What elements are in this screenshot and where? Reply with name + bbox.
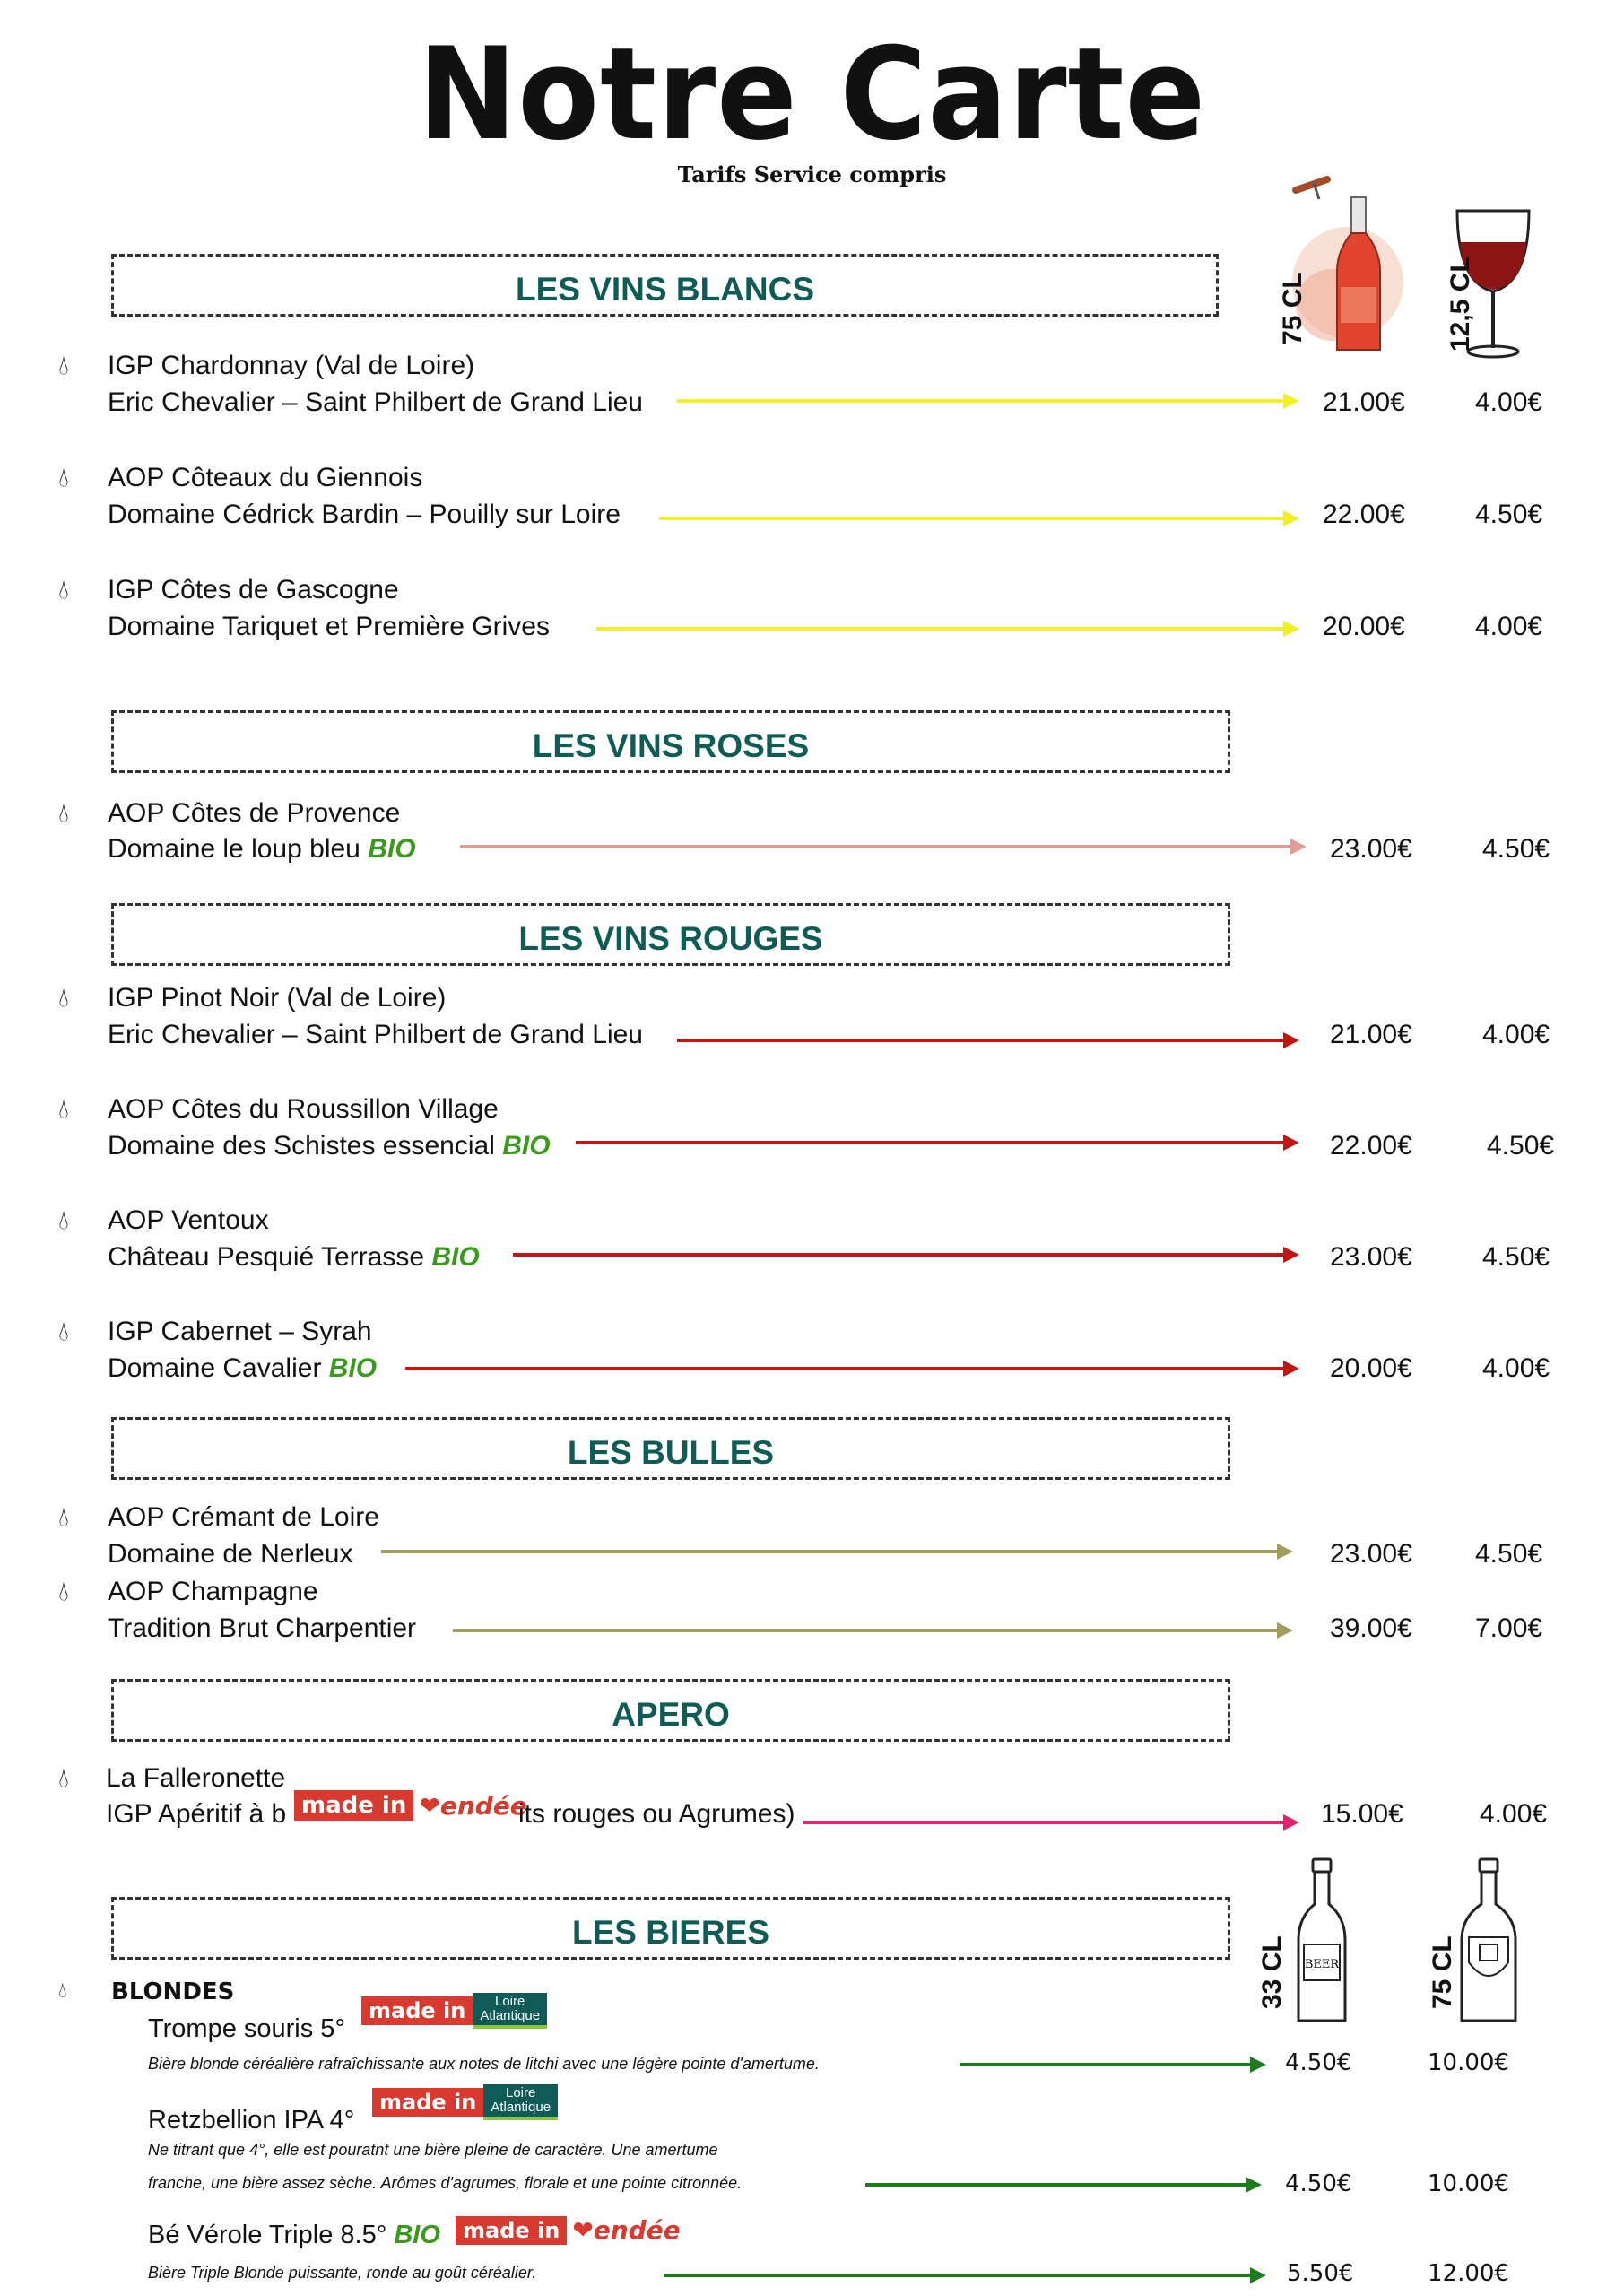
made-in-label: made in [456,2216,567,2245]
bottle-price: 39.00€ [1330,1613,1412,1643]
made-in-label: made in [361,1996,473,2025]
section-vins-blancs [111,254,1219,317]
beer-bottle-large-icon [1453,1855,1524,2030]
bottle-price: 23.00€ [1330,834,1412,864]
beer-name: Trompe souris 5° [148,2014,346,2043]
wine-producer: Domaine le loup bleu BIO [108,834,416,864]
beer-description: franche, une bière assez sèche. Arômes d'agrumes, florale et une pointe citronnée. [148,2174,743,2192]
made-in-vendee-badge [294,1790,527,1821]
drop-icon: 💧︎ [58,1502,69,1532]
drop-icon: 💧︎ [58,1094,69,1124]
bio-label: BIO [502,1131,551,1161]
drop-icon: 💧︎ [58,798,69,828]
wine-producer: Château Pesquié Terrasse BIO [108,1242,480,1272]
wine-producer: Domaine des Schistes essencial BIO [108,1131,551,1161]
glass-price: 4.50€ [1475,500,1543,529]
beer-small-volume-label: 33 CL [1257,1935,1287,2009]
wine-producer: Eric Chevalier – Saint Philbert de Grand Lieu [108,387,643,417]
wine-producer: Domaine de Nerleux [108,1539,353,1569]
beer-small-price: 4.50€ [1285,2049,1352,2076]
section-title: LES VINS ROSES [532,727,810,764]
page-title: Notre Carte [417,21,1207,169]
bottle-price: 22.00€ [1323,500,1405,529]
page-subtitle: Tarifs Service compris [677,161,947,187]
bottle-price: 23.00€ [1330,1242,1412,1272]
section-vins-rouges [111,903,1230,966]
drop-icon: 💧︎ [58,1205,69,1235]
glass-price: 4.50€ [1482,1242,1550,1272]
made-in-loire-atlantique-badge [372,2084,558,2120]
made-in-label: made in [294,1790,413,1821]
wine-name: AOP Côtes de Provence [108,798,401,828]
drop-icon: 💧︎ [58,351,69,380]
svg-text:BEER: BEER [1304,1958,1340,1971]
beer-large-price: 10.00€ [1428,2049,1509,2076]
beer-large-volume-label: 75 CL [1428,1935,1457,2009]
made-in-vendee-badge [456,2215,681,2245]
glass-price: 7.00€ [1475,1613,1543,1643]
wine-name: IGP Côtes de Gascogne [108,575,399,604]
apero-name: La Falleronette [106,1763,286,1793]
bottle-price: 21.00€ [1323,387,1405,417]
wine-name: AOP Ventoux [108,1205,269,1235]
bottle-volume-label: 75 CL [1278,272,1307,345]
glass-price: 4.50€ [1482,834,1550,864]
bottle-price: 20.00€ [1330,1353,1412,1383]
glass-price: 4.50€ [1475,1539,1543,1569]
bottle-price: 23.00€ [1330,1539,1412,1569]
glass-price: 4.50€ [1487,1131,1555,1161]
vendee-label: endée [593,2215,681,2245]
wine-name: AOP Champagne [108,1577,318,1606]
bottle-price: 15.00€ [1321,1799,1403,1829]
vendee-heart-icon: ❤︎ [419,1790,440,1821]
wine-name: AOP Côtes du Roussillon Village [108,1094,499,1124]
beer-name: Retzbellion IPA 4° [148,2106,355,2135]
section-title: LES VINS BLANCS [515,271,815,308]
made-in-label: made in [372,2088,483,2117]
glass-price: 4.00€ [1482,1020,1550,1049]
wine-name: AOP Côteaux du Giennois [108,463,423,492]
wine-name: IGP Cabernet – Syrah [108,1317,372,1346]
beer-large-price: 10.00€ [1428,2170,1509,2197]
made-in-loire-atlantique-badge [361,1993,547,2029]
beer-large-price: 12.00€ [1428,2260,1509,2287]
beer-bottle-small-icon [1291,1855,1354,2030]
drop-icon: 💧︎ [58,575,69,604]
section-bulles [111,1417,1230,1480]
beer-description: Bière Triple Blonde puissante, ronde au goût céréalier. [148,2264,537,2282]
section-title: LES BULLES [567,1434,775,1471]
glass-price: 4.00€ [1475,387,1543,417]
drop-icon: 💧︎ [58,983,69,1013]
wine-producer: Tradition Brut Charpentier [108,1613,417,1643]
vendee-heart-icon: ❤︎ [572,2215,594,2245]
drop-icon: 💧︎ [58,463,69,492]
beer-name: Bé Vérole Triple 8.5° BIO [148,2221,440,2249]
drop-icon: 💧︎ [58,1577,69,1606]
bio-label: BIO [431,1242,480,1272]
drop-icon: 💧︎ [58,1763,69,1793]
wine-producer: Domaine Tariquet et Première Grives [108,612,550,641]
section-title: LES BIERES [572,1914,769,1951]
bottle-price: 21.00€ [1330,1020,1412,1049]
glass-price: 4.00€ [1482,1353,1550,1383]
wine-name: IGP Chardonnay (Val de Loire) [108,351,475,380]
section-vins-roses [111,710,1230,773]
section-title: LES VINS ROUGES [518,920,823,957]
beer-category: BLONDES [111,1979,235,2005]
bio-label: BIO [368,834,416,864]
wine-producer: Domaine Cédrick Bardin – Pouilly sur Loire [108,500,621,529]
bio-label: BIO [394,2221,440,2249]
drop-icon: 💧︎ [58,1979,67,2003]
wine-name: IGP Pinot Noir (Val de Loire) [108,983,447,1013]
apero-desc-end: its rouges ou Agrumes) [518,1799,795,1829]
section-bieres [111,1897,1230,1960]
beer-small-price: 4.50€ [1285,2170,1352,2197]
section-title: APERO [612,1696,730,1733]
wine-name: AOP Crémant de Loire [108,1502,379,1532]
loire-atlantique-logo: Loire Atlantique [473,1993,547,2029]
wine-producer: Domaine Cavalier BIO [108,1353,378,1383]
apero-desc-start: IGP Apéritif à b [106,1799,287,1829]
loire-atlantique-logo: Loire Atlantique [483,2084,558,2120]
glass-volume-label: 12,5 CL [1446,256,1475,352]
glass-price: 4.00€ [1480,1799,1548,1829]
glass-price: 4.00€ [1475,612,1543,641]
wine-producer: Eric Chevalier – Saint Philbert de Grand Lieu [108,1020,643,1049]
bottle-price: 20.00€ [1323,612,1405,641]
drop-icon: 💧︎ [58,1317,69,1346]
bottle-price: 22.00€ [1330,1131,1412,1161]
beer-small-price: 5.50€ [1287,2260,1354,2287]
bio-label: BIO [328,1353,378,1383]
beer-description: Bière blonde céréalière rafraîchissante aux notes de litchi avec une légère pointe d'amertume. [148,2055,820,2073]
beer-description: Ne titrant que 4°, elle est pouratnt une bière pleine de caractère. Une amertume [148,2141,718,2159]
vendee-label: endée [439,1790,527,1821]
section-apero [111,1679,1230,1742]
